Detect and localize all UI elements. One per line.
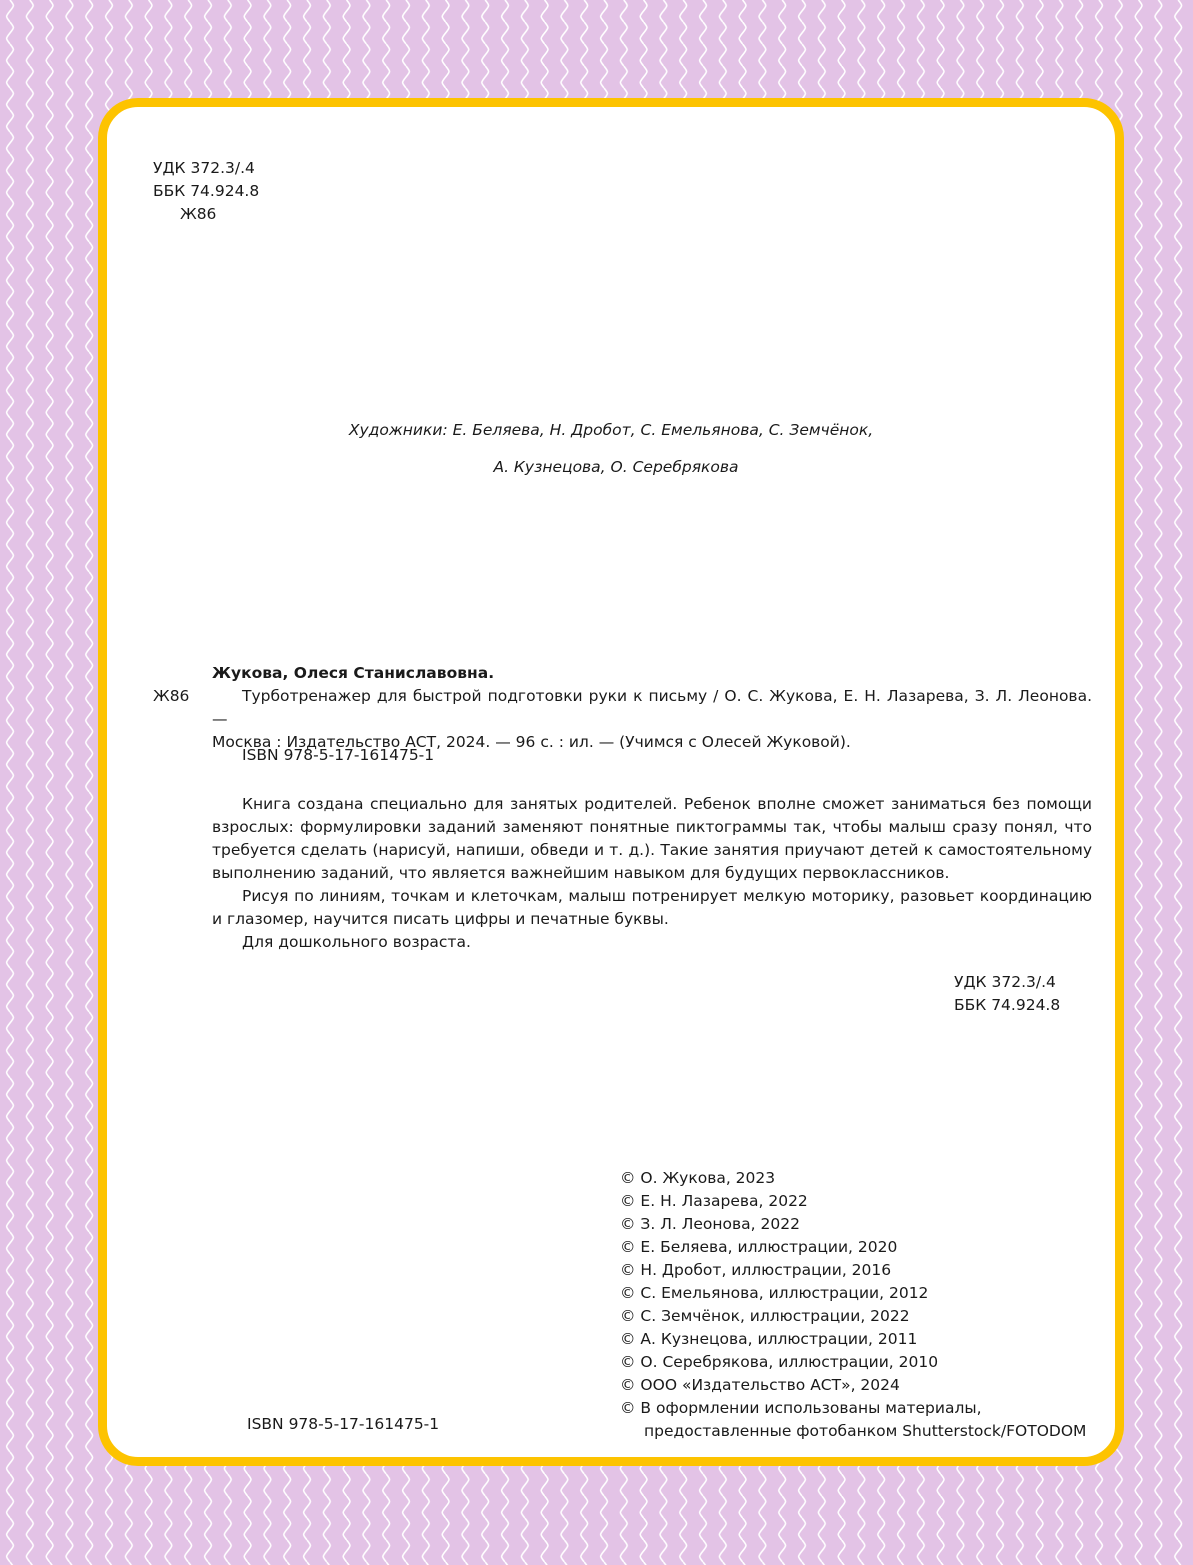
copyright-line: © ООО «Издательство АСТ», 2024 <box>620 1376 900 1394</box>
copyright-block <box>620 1167 1086 1443</box>
udk-code: УДК 372.3/.4 <box>153 159 255 177</box>
bibliographic-title-line: Турботренажер для быстрой подготовки руки к письму / О. С. Жукова, Е. Н. Лазарева, З. Л. Леонова. — <box>212 687 1092 728</box>
copyright-line: © О. Жукова, 2023 <box>620 1169 776 1187</box>
author-mark: Ж86 <box>180 205 217 223</box>
copyright-line: © Е. Н. Лазарева, 2022 <box>620 1192 808 1210</box>
artists-line-1: Художники: Е. Беляева, Н. Дробот, С. Емельянова, С. Земчёнок, <box>348 421 874 439</box>
classification-codes-top <box>153 157 259 226</box>
copyright-line: © Н. Дробот, иллюстрации, 2016 <box>620 1261 892 1279</box>
footer-isbn: ISBN 978-5-17-161475-1 <box>247 1415 440 1433</box>
page-card <box>98 98 1124 1466</box>
annotation <box>212 793 1092 954</box>
copyright-line: © А. Кузнецова, иллюстрации, 2011 <box>620 1330 918 1348</box>
copyright-line: © З. Л. Леонова, 2022 <box>620 1215 800 1233</box>
annotation-paragraph-2: Рисуя по линиям, точкам и клеточкам, малыш потренирует мелкую моторику, разовьет координацию и глазомер, научится писать цифры и печатные буквы. <box>212 887 1092 928</box>
record-isbn: ISBN 978-5-17-161475-1 <box>242 746 435 764</box>
copyright-line: © С. Земчёнок, иллюстрации, 2022 <box>620 1307 910 1325</box>
author-heading: Жукова, Олеся Станиславовна. <box>212 664 495 682</box>
bbk-code: ББК 74.924.8 <box>153 182 260 200</box>
copyright-line: © О. Серебрякова, иллюстрации, 2010 <box>620 1353 939 1371</box>
copyright-line-continuation: предоставленные фотобанком Shutterstock/FOTODOM <box>644 1422 1087 1440</box>
udk-code-bottom: УДК 372.3/.4 <box>954 973 1056 991</box>
copyright-line: © В оформлении использованы материалы, <box>620 1399 982 1417</box>
record-author-mark: Ж86 <box>153 687 190 705</box>
copyright-line: © Е. Беляева, иллюстрации, 2020 <box>620 1238 898 1256</box>
artists-line-2: А. Кузнецова, О. Серебрякова <box>493 458 739 476</box>
bibliographic-publisher-line: Москва : Издательство АСТ, 2024. — 96 с. : ил. — (Учимся с Олесей Жуковой). <box>212 733 851 751</box>
bbk-code-bottom: ББК 74.924.8 <box>954 996 1061 1014</box>
annotation-paragraph-3: Для дошкольного возраста. <box>242 933 471 951</box>
copyright-line: © С. Емельянова, иллюстрации, 2012 <box>620 1284 929 1302</box>
annotation-paragraph-1: Книга создана специально для занятых родителей. Ребенок вполне сможет заниматься без помощи взрослых: формулировки заданий заменяют понятные пиктограммы так, чтобы малыш сразу понял, что требуется сделать (нарисуй, напиши, обведи и т. д.). Такие занятия приучают детей к самостоятельному выполнению заданий, что является важнейшим навыком для будущих первоклассников. <box>212 795 1092 882</box>
classification-codes-bottom <box>954 971 1060 1017</box>
